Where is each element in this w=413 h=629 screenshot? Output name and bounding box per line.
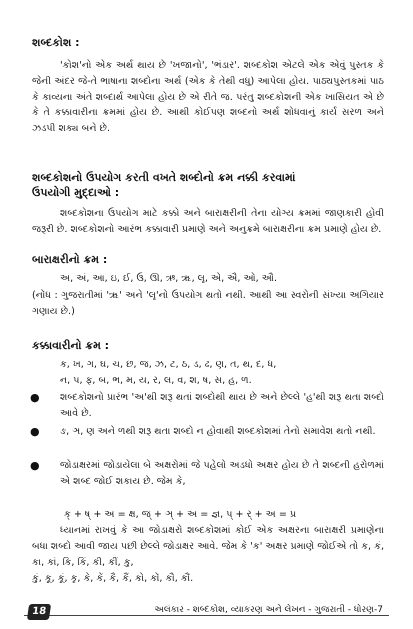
section-heading-barakshari: બારાક્ષરીનો ક્રમ : bbox=[32, 253, 108, 266]
paragraph-conjunct-order: ધ્યાનમાં રાખવું કે આ જોડાક્ષરો શબ્દકોશમાં કોઈ એક અક્ષરના બારાક્ષરી પ્રમાણેના બધા શબ્દો આવી જાય પછી છેલ્લે જોડાક્ષર આવે. જેમ કે 'ક' અક્ષર પ્રમાણે જોઈએ તો ક, કં, કા, કાં, કિ, કિં, કી, કીં, કુ, bbox=[32, 525, 384, 568]
page-footer bbox=[0, 605, 413, 629]
bullet-item bbox=[28, 424, 384, 440]
conjunct-formula: ક્ + ષ્ + અ = ક્ષ, જ્ + ઞ્ + અ = જ્ઞ, પ્ + ર્ + અ = પ્ર bbox=[64, 509, 297, 520]
section-heading-usage-line2: ઉપયોગી મુદ્દાઓ : bbox=[32, 186, 120, 199]
bullet-icon: ● bbox=[30, 425, 40, 438]
bullet-icon: ● bbox=[30, 391, 40, 404]
bullet-text: જોડાક્ષરમાં જોડાયેલા બે અક્ષરોમાં જે પહેલો અડધો અક્ષર હોય છે તે શબ્દની હરોળમાં એ શબ્દ જોઈ શકાય છે. જેમ કે, bbox=[60, 460, 384, 487]
section-heading-dictionary: શબ્દકોશ : bbox=[32, 36, 80, 49]
bullet-icon: ● bbox=[30, 459, 40, 472]
section-heading-usage-line1: શબ્દકોશનો ઉપયોગ કરતી વખતે શબ્દોનો ક્રમ નક્કી કરવામાં bbox=[32, 171, 296, 184]
note-paragraph: (નોંધ : ગુજરાતીમાં 'ૠ' અને 'લૃ'નો ઉપયોગ થતો નથી. આથી આ સ્વરોની સંખ્યા અગિયાર ગણાય છે.) bbox=[32, 290, 384, 317]
footer-rule bbox=[24, 615, 389, 616]
footer-title: અલંકાર - શબ્દકોશ, વ્યાકરણ અને લેખન - ગુજરાતી - ધોરણ-7 bbox=[60, 605, 383, 615]
bullet-text: ઙ, ઞ, ણ અને ળથી શરૂ થતા શબ્દો ન હોવાથી શબ્દકોશમાં તેનો સમાવેશ થતો નથી. bbox=[60, 426, 376, 437]
bullet-item bbox=[28, 390, 384, 422]
example-sequence-line: કું, કૂ, કૂં, કૃ, કે, કેં, કૈ, કૈં, કો, કોં, કૌ, કૌં. bbox=[32, 573, 194, 584]
consonant-list-line1: ક, ખ, ગ, ઘ, ચ, છ, જ, ઝ, ટ, ઠ, ડ, ઢ, ણ, ત, થ, દ, ધ, bbox=[60, 359, 277, 370]
section-heading-kakkavari: કક્કાવારીનો ક્રમ : bbox=[32, 339, 110, 352]
paragraph-usage: શબ્દકોશના ઉપયોગ માટે કક્કો અને બારાક્ષરીની તેના યોગ્ય ક્રમમાં જાણકારી હોવી જરૂરી છે. શબ્દકોશનો આરંભ કક્કાવારી પ્રમાણે અને અનુક્રમે બારાક્ષરીના ક્રમ પ્રમાણે હોય છે. bbox=[32, 208, 384, 235]
bullet-text: શબ્દકોશનો પ્રારંભ 'અ'થી શરૂ થતાં શબ્દોથી થાય છે અને છેલ્લે 'હ'થી શરૂ થતા શબ્દો આવે છે. bbox=[60, 392, 384, 419]
vowel-list: અ, અં, આ, ઇ, ઈ, ઉ, ઊ, ઋ, ૠ, લૃ, એ, ઐ, ઓ, ઔ. bbox=[60, 273, 278, 284]
page-number: 18 bbox=[27, 604, 51, 620]
consonant-list-line2: ન, પ, ફ, બ, ભ, મ, ય, ર, લ, વ, શ, ષ, સ, હ, ળ. bbox=[60, 375, 252, 386]
paragraph-dictionary-definition: 'કોશ'નો એક અર્થ થાય છે 'ખજાનો', 'ભંડાર'. શબ્દકોશ એટલે એક એવું પુસ્તક કે જેની અંદર જે-તે ભાષાના શબ્દોના અર્થ (એક કે તેથી વધુ) આપેલા હોય. પાઠ્યપુસ્તકમાં પાઠ કે કાવ્યના અંતે શબ્દાર્થ આપેલા હોય છે એ રીતે જ. પરંતુ શબ્દકોશની એક ખાસિયત એ છે કે તે કક્કાવારીના ક્રમમાં હોય છે. આથી કોઈપણ શબ્દનો અર્થ શોધવાનું કાર્ય સરળ અને ઝડપી શક્ય બને છે. bbox=[32, 60, 384, 135]
bullet-item bbox=[28, 458, 384, 490]
